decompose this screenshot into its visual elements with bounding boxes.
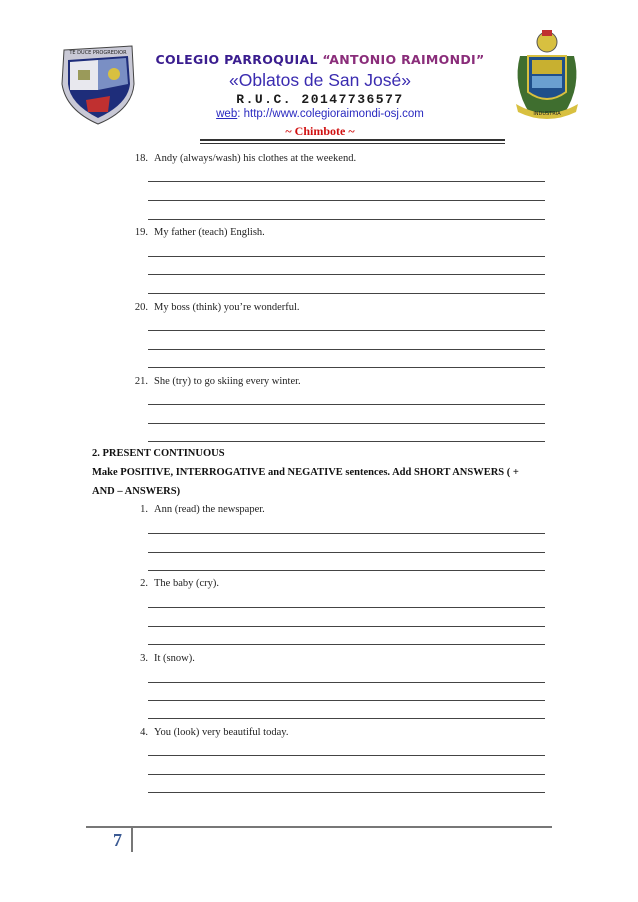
section-instruction: Make POSITIVE, INTERROGATIVE and NEGATIVE sentences. Add SHORT ANSWERS ( + <box>92 467 519 478</box>
answer-line[interactable] <box>148 626 545 627</box>
exercise-prompt: My boss (think) you’re wonderful. <box>154 302 300 313</box>
answer-line[interactable] <box>148 552 545 553</box>
answer-line[interactable] <box>148 533 545 534</box>
exercise-number: 20. <box>134 302 148 313</box>
exercise-item <box>128 302 300 313</box>
exercise-prompt: Ann (read) the newspaper. <box>154 504 265 515</box>
answer-line[interactable] <box>148 792 545 793</box>
header-divider-thin <box>200 143 505 144</box>
exercise-item <box>128 653 195 664</box>
exercise-item <box>128 376 301 387</box>
right-crest-motto: INDUSTRIA <box>533 111 561 117</box>
exercise-item <box>128 153 356 164</box>
section-title: 2. PRESENT CONTINUOUS <box>92 448 225 459</box>
answer-line[interactable] <box>148 700 545 701</box>
exercise-prompt: She (try) to go skiing every winter. <box>154 376 301 387</box>
answer-line[interactable] <box>148 718 545 719</box>
exercise-prompt: You (look) very beautiful today. <box>154 727 289 738</box>
answer-line[interactable] <box>148 441 545 442</box>
answer-line[interactable] <box>148 256 545 257</box>
exercise-prompt: The baby (cry). <box>154 578 220 589</box>
answer-line[interactable] <box>148 682 545 683</box>
answer-line[interactable] <box>148 644 545 645</box>
answer-line[interactable] <box>148 774 545 775</box>
answer-line[interactable] <box>148 423 545 424</box>
school-ruc: R.U.C. 20147736577 <box>236 92 404 107</box>
exercise-number: 21. <box>134 376 148 387</box>
exercise-item <box>128 504 265 515</box>
exercise-item <box>128 727 288 738</box>
school-name-text: COLEGIO PARROQUIAL <box>155 52 323 67</box>
exercise-number: 2. <box>140 578 148 589</box>
footer-vertical-divider <box>131 828 133 852</box>
section-instruction-cont: AND – ANSWERS) <box>92 486 181 497</box>
web-url[interactable]: : http://www.colegioraimondi-osj.com <box>237 108 424 120</box>
exercise-number: 1. <box>140 504 148 515</box>
school-subtitle: «Oblatos de San José» <box>229 70 411 90</box>
page-number: 7 <box>113 830 122 850</box>
exercise-prompt: My father (teach) English. <box>154 227 265 238</box>
answer-line[interactable] <box>148 607 545 608</box>
school-crest-left <box>58 40 138 126</box>
answer-line[interactable] <box>148 755 545 756</box>
answer-line[interactable] <box>148 293 545 294</box>
answer-line[interactable] <box>148 274 545 275</box>
exercise-item <box>128 227 265 238</box>
exercise-prompt: It (snow). <box>154 653 195 664</box>
footer-divider <box>86 826 552 828</box>
answer-line[interactable] <box>148 181 545 182</box>
header-divider-thick <box>200 139 505 141</box>
school-crest-right <box>508 26 586 126</box>
answer-line[interactable] <box>148 404 545 405</box>
answer-line[interactable] <box>148 570 545 571</box>
school-city: ~ Chimbote ~ <box>285 124 355 138</box>
answer-line[interactable] <box>148 367 545 368</box>
answer-line[interactable] <box>148 219 545 220</box>
web-label[interactable]: web <box>216 108 238 120</box>
answer-line[interactable] <box>148 330 545 331</box>
school-name <box>140 52 500 67</box>
school-website[interactable] <box>140 108 500 120</box>
exercise-number: 3. <box>140 653 148 664</box>
answer-line[interactable] <box>148 200 545 201</box>
answer-line[interactable] <box>148 349 545 350</box>
exercise-item <box>128 578 219 589</box>
exercise-number: 4. <box>140 727 148 738</box>
exercise-number: 19. <box>134 227 148 238</box>
exercise-number: 18. <box>134 153 148 164</box>
school-name-quoted: “ANTONIO RAIMONDI” <box>322 52 485 67</box>
left-crest-motto: TE DUCE PROGREDIOR <box>69 50 127 56</box>
exercise-prompt: Andy (always/wash) his clothes at the weekend. <box>154 153 357 164</box>
